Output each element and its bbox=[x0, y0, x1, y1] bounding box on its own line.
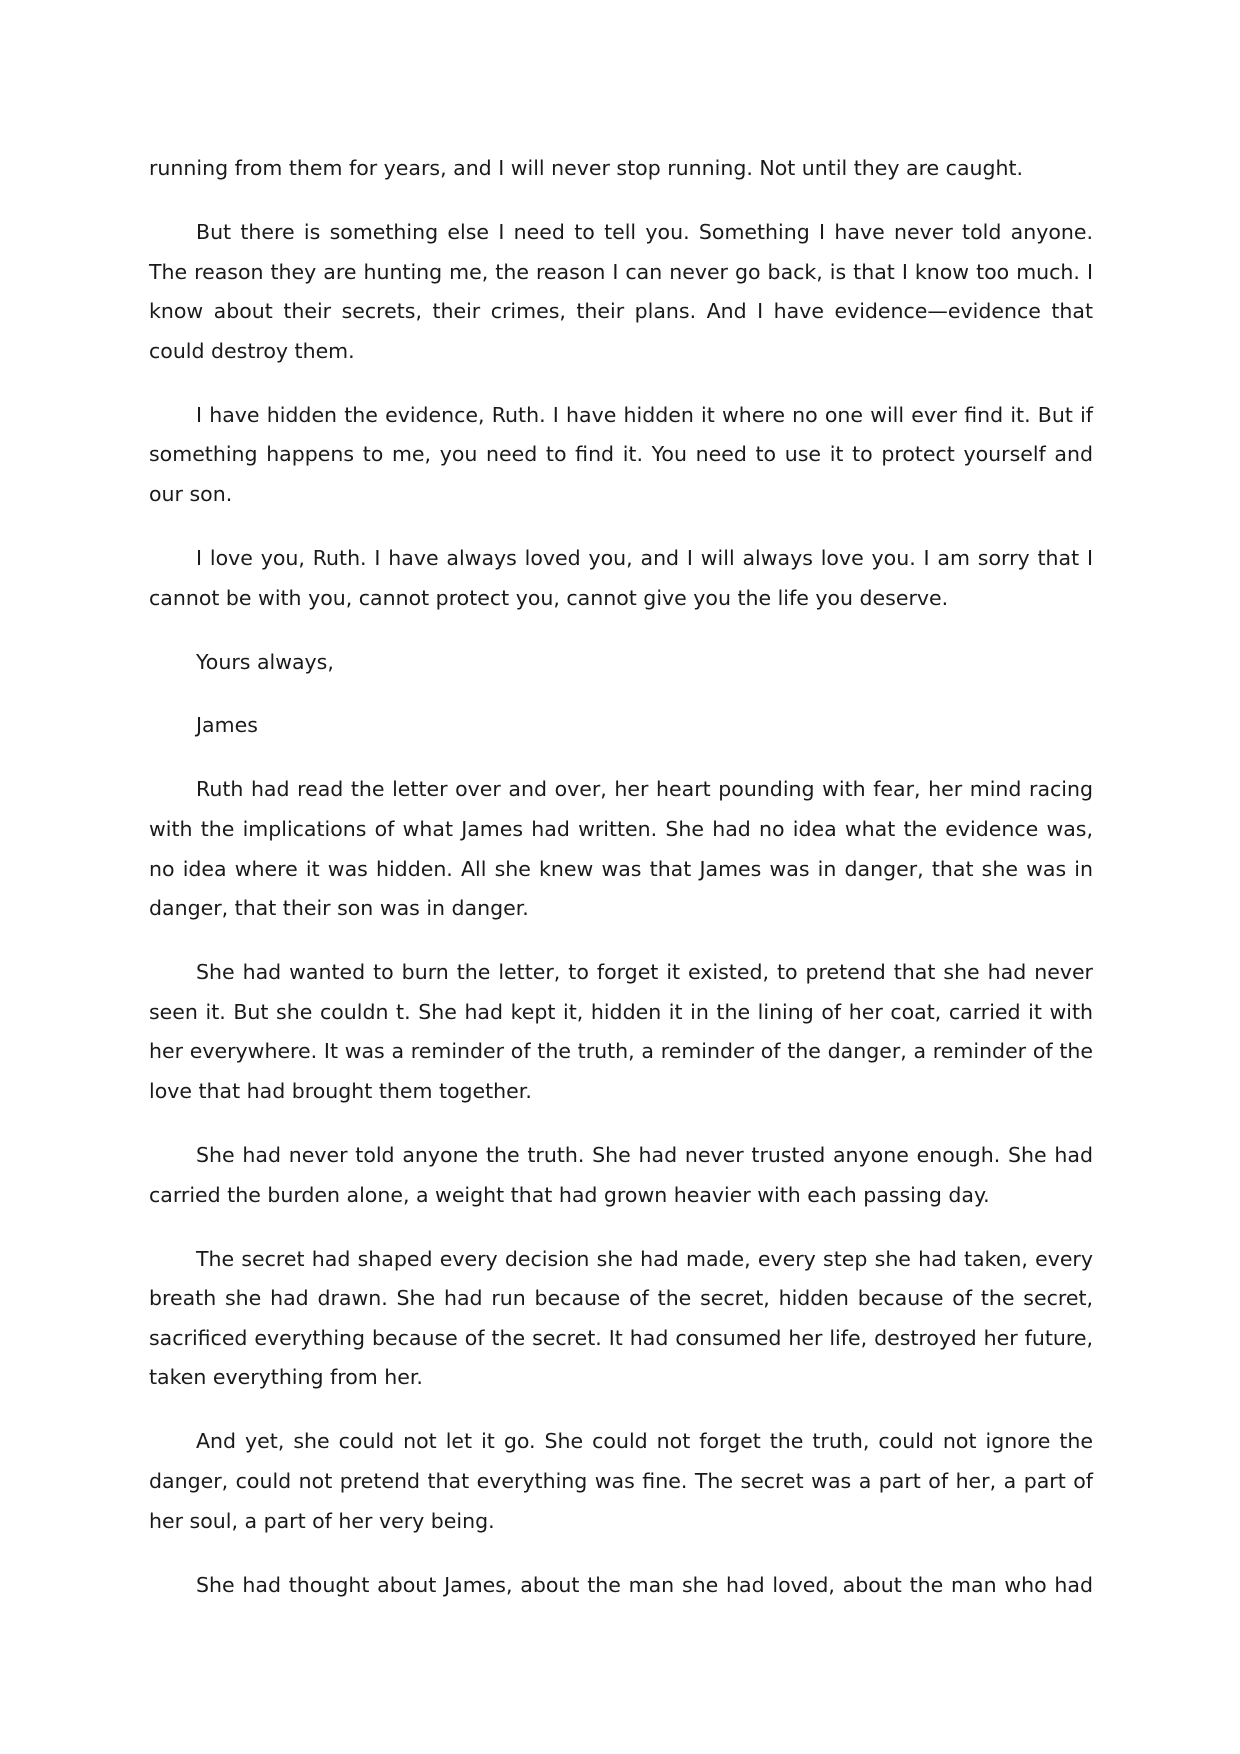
body-text bbox=[149, 149, 1093, 1630]
letter-closing: Yours always, bbox=[196, 649, 334, 674]
paragraph: I have hidden the evidence, Ruth. I have hidden it where no one will ever find it. But if something happens to me, you need to find it. You need to use it to protect yourself and our son. bbox=[149, 402, 1093, 506]
paragraph-continued: running from them for years, and I will never stop running. Not until they are caught. bbox=[149, 156, 1024, 180]
paragraph: I love you, Ruth. I have always loved you, and I will always love you. I am sorry that I cannot be with you, cannot protect you, cannot give you the life you deserve. bbox=[149, 545, 1093, 610]
paragraph-continues: She had thought about James, about the man she had loved, about the man who had bbox=[196, 1572, 1093, 1597]
paragraph: Ruth had read the letter over and over, her heart pounding with fear, her mind racing with the implications of what James had written. She had no idea what the evidence was, no idea where it was hidden. All she knew was that James was in danger, that she was in danger, that their son was in danger. bbox=[149, 777, 1093, 921]
letter-signature: James bbox=[196, 713, 258, 738]
paragraph: And yet, she could not let it go. She could not forget the truth, could not ignore the danger, could not pretend that everything was fine. The secret was a part of her, a part of her soul, a part of her very being. bbox=[149, 1429, 1093, 1533]
paragraph: The secret had shaped every decision she had made, every step she had taken, every breath she had drawn. She had run because of the secret, hidden because of the secret, sacrificed everything because of the secret. It had consumed her life, destroyed her future, taken everything from her. bbox=[149, 1246, 1093, 1390]
paragraph: She had never told anyone the truth. She had never trusted anyone enough. She had carried the burden alone, a weight that had grown heavier with each passing day. bbox=[149, 1143, 1093, 1207]
paragraph: But there is something else I need to tell you. Something I have never told anyone. The reason they are hunting me, the reason I can never go back, is that I know too much. I know about their secrets, their crimes, their plans. And I have evidence—evidence that could destroy them. bbox=[149, 219, 1093, 363]
paragraph: She had wanted to burn the letter, to forget it existed, to pretend that she had never seen it. But she couldn t. She had kept it, hidden it in the lining of her coat, carried it with her everywhere. It was a reminder of the truth, a reminder of the danger, a reminder of the love that had brought them together. bbox=[149, 960, 1093, 1104]
